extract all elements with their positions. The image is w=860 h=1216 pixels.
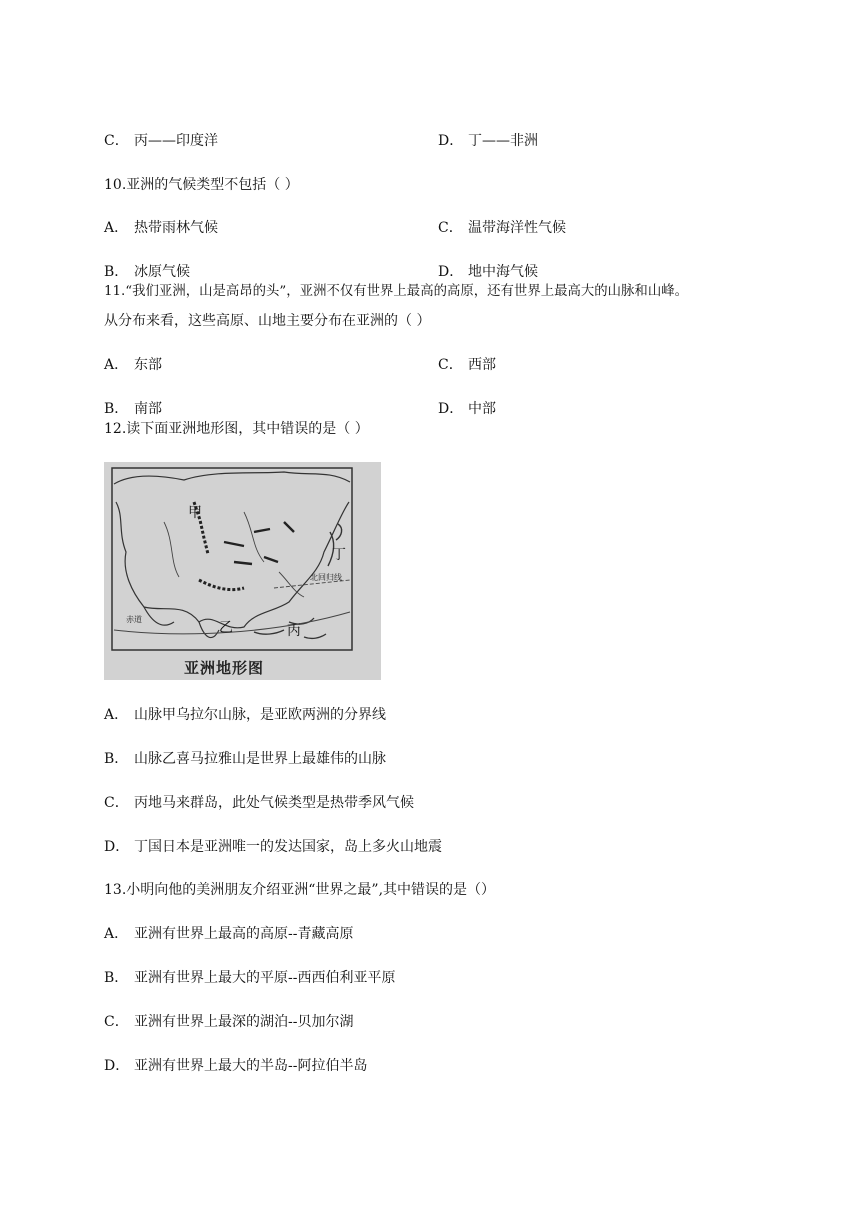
q12-option-a[interactable] [104, 706, 386, 724]
option-text: 山脉甲乌拉尔山脉，是亚欧两洲的分界线 [134, 707, 386, 723]
q12-option-b[interactable] [104, 750, 386, 768]
rivers [164, 512, 304, 597]
option-label: D． [104, 1058, 130, 1074]
q11-option-a[interactable] [104, 356, 162, 374]
option-label: D． [438, 401, 464, 417]
q10-stem: 10.亚洲的气候类型不包括（ ） [104, 177, 299, 193]
map-label-ding: 丁 [332, 547, 346, 563]
option-text: 温带海洋性气候 [468, 220, 566, 236]
q12-option-c[interactable] [104, 794, 414, 812]
option-label: C． [104, 795, 129, 811]
option-label: B． [104, 751, 129, 767]
q9-option-c[interactable] [104, 132, 218, 150]
option-label: C． [438, 357, 463, 373]
map-label-tropic: 北回归线 [310, 573, 342, 582]
q11-option-b[interactable] [104, 400, 162, 418]
option-text: 南部 [134, 401, 162, 417]
q11-stem-line1: 11.“我们亚洲，山是高昂的头”，亚洲不仅有世界上最高的高原，还有世界上最高大的山脉和山峰。 [104, 284, 688, 299]
option-text: 丁国日本是亚洲唯一的发达国家，岛上多火山地震 [134, 839, 442, 855]
arctic-coast [114, 472, 350, 484]
q10-option-d[interactable] [438, 263, 538, 281]
q13-option-b[interactable] [104, 969, 395, 987]
option-label: A． [104, 357, 129, 373]
option-label: D． [438, 133, 464, 149]
inland-mountains [224, 522, 294, 564]
option-text: 地中海气候 [468, 264, 538, 280]
option-text: 西部 [468, 357, 496, 373]
q13-option-a[interactable] [104, 925, 353, 943]
option-label: B． [104, 264, 129, 280]
option-text: 丙——印度洋 [134, 133, 218, 149]
q12-option-d[interactable] [104, 838, 442, 856]
option-text: 山脉乙喜马拉雅山是世界上最雄伟的山脉 [134, 751, 386, 767]
map-label-bing: 丙 [287, 623, 301, 639]
q11-option-d[interactable] [438, 400, 496, 418]
option-text: 热带雨林气候 [134, 220, 218, 236]
continent-outline [116, 502, 349, 628]
option-text: 亚洲有世界上最高的高原--青藏高原 [134, 926, 354, 942]
option-label: B． [104, 401, 129, 417]
option-label: A． [104, 707, 129, 723]
option-text: 亚洲有世界上最深的湖泊--贝加尔湖 [134, 1014, 354, 1030]
option-text: 亚洲有世界上最大的半岛--阿拉伯半岛 [134, 1058, 368, 1074]
map-label-equator: 赤道 [126, 615, 142, 624]
map-drawing [104, 462, 381, 680]
option-label: A． [104, 220, 129, 236]
option-text: 丙地马来群岛，此处气候类型是热带季风气候 [134, 795, 414, 811]
option-label: D． [438, 264, 464, 280]
option-label: A． [104, 926, 129, 942]
option-label: C． [104, 133, 129, 149]
option-label: B． [104, 970, 129, 986]
q9-option-d[interactable] [438, 132, 538, 150]
map-caption: 亚洲地形图 [184, 659, 265, 677]
option-label: C． [104, 1014, 129, 1030]
map-label-jia: 甲 [188, 505, 202, 521]
option-text: 冰原气候 [134, 264, 190, 280]
option-text: 东部 [134, 357, 162, 373]
q13-stem: 13.小明向他的美洲朋友介绍亚洲“世界之最”,其中错误的是（） [104, 882, 496, 898]
option-text: 亚洲有世界上最大的平原--西西伯利亚平原 [134, 970, 396, 986]
q11-option-c[interactable] [438, 356, 496, 374]
option-label: C． [438, 220, 463, 236]
option-label: D． [104, 839, 130, 855]
option-text: 丁——非洲 [468, 133, 538, 149]
q10-option-a[interactable] [104, 219, 218, 237]
map-label-yi: 乙 [219, 620, 233, 636]
q13-option-d[interactable] [104, 1057, 367, 1075]
q13-option-c[interactable] [104, 1013, 353, 1031]
q10-option-b[interactable] [104, 263, 190, 281]
himalaya-mountains [199, 580, 244, 590]
asia-terrain-map [104, 462, 381, 680]
option-text: 中部 [468, 401, 496, 417]
q11-stem-line2: 从分布来看，这些高原、山地主要分布在亚洲的（ ） [104, 313, 431, 329]
q10-option-c[interactable] [438, 219, 566, 237]
q12-stem: 12.读下面亚洲地形图，其中错误的是（ ） [104, 421, 369, 437]
